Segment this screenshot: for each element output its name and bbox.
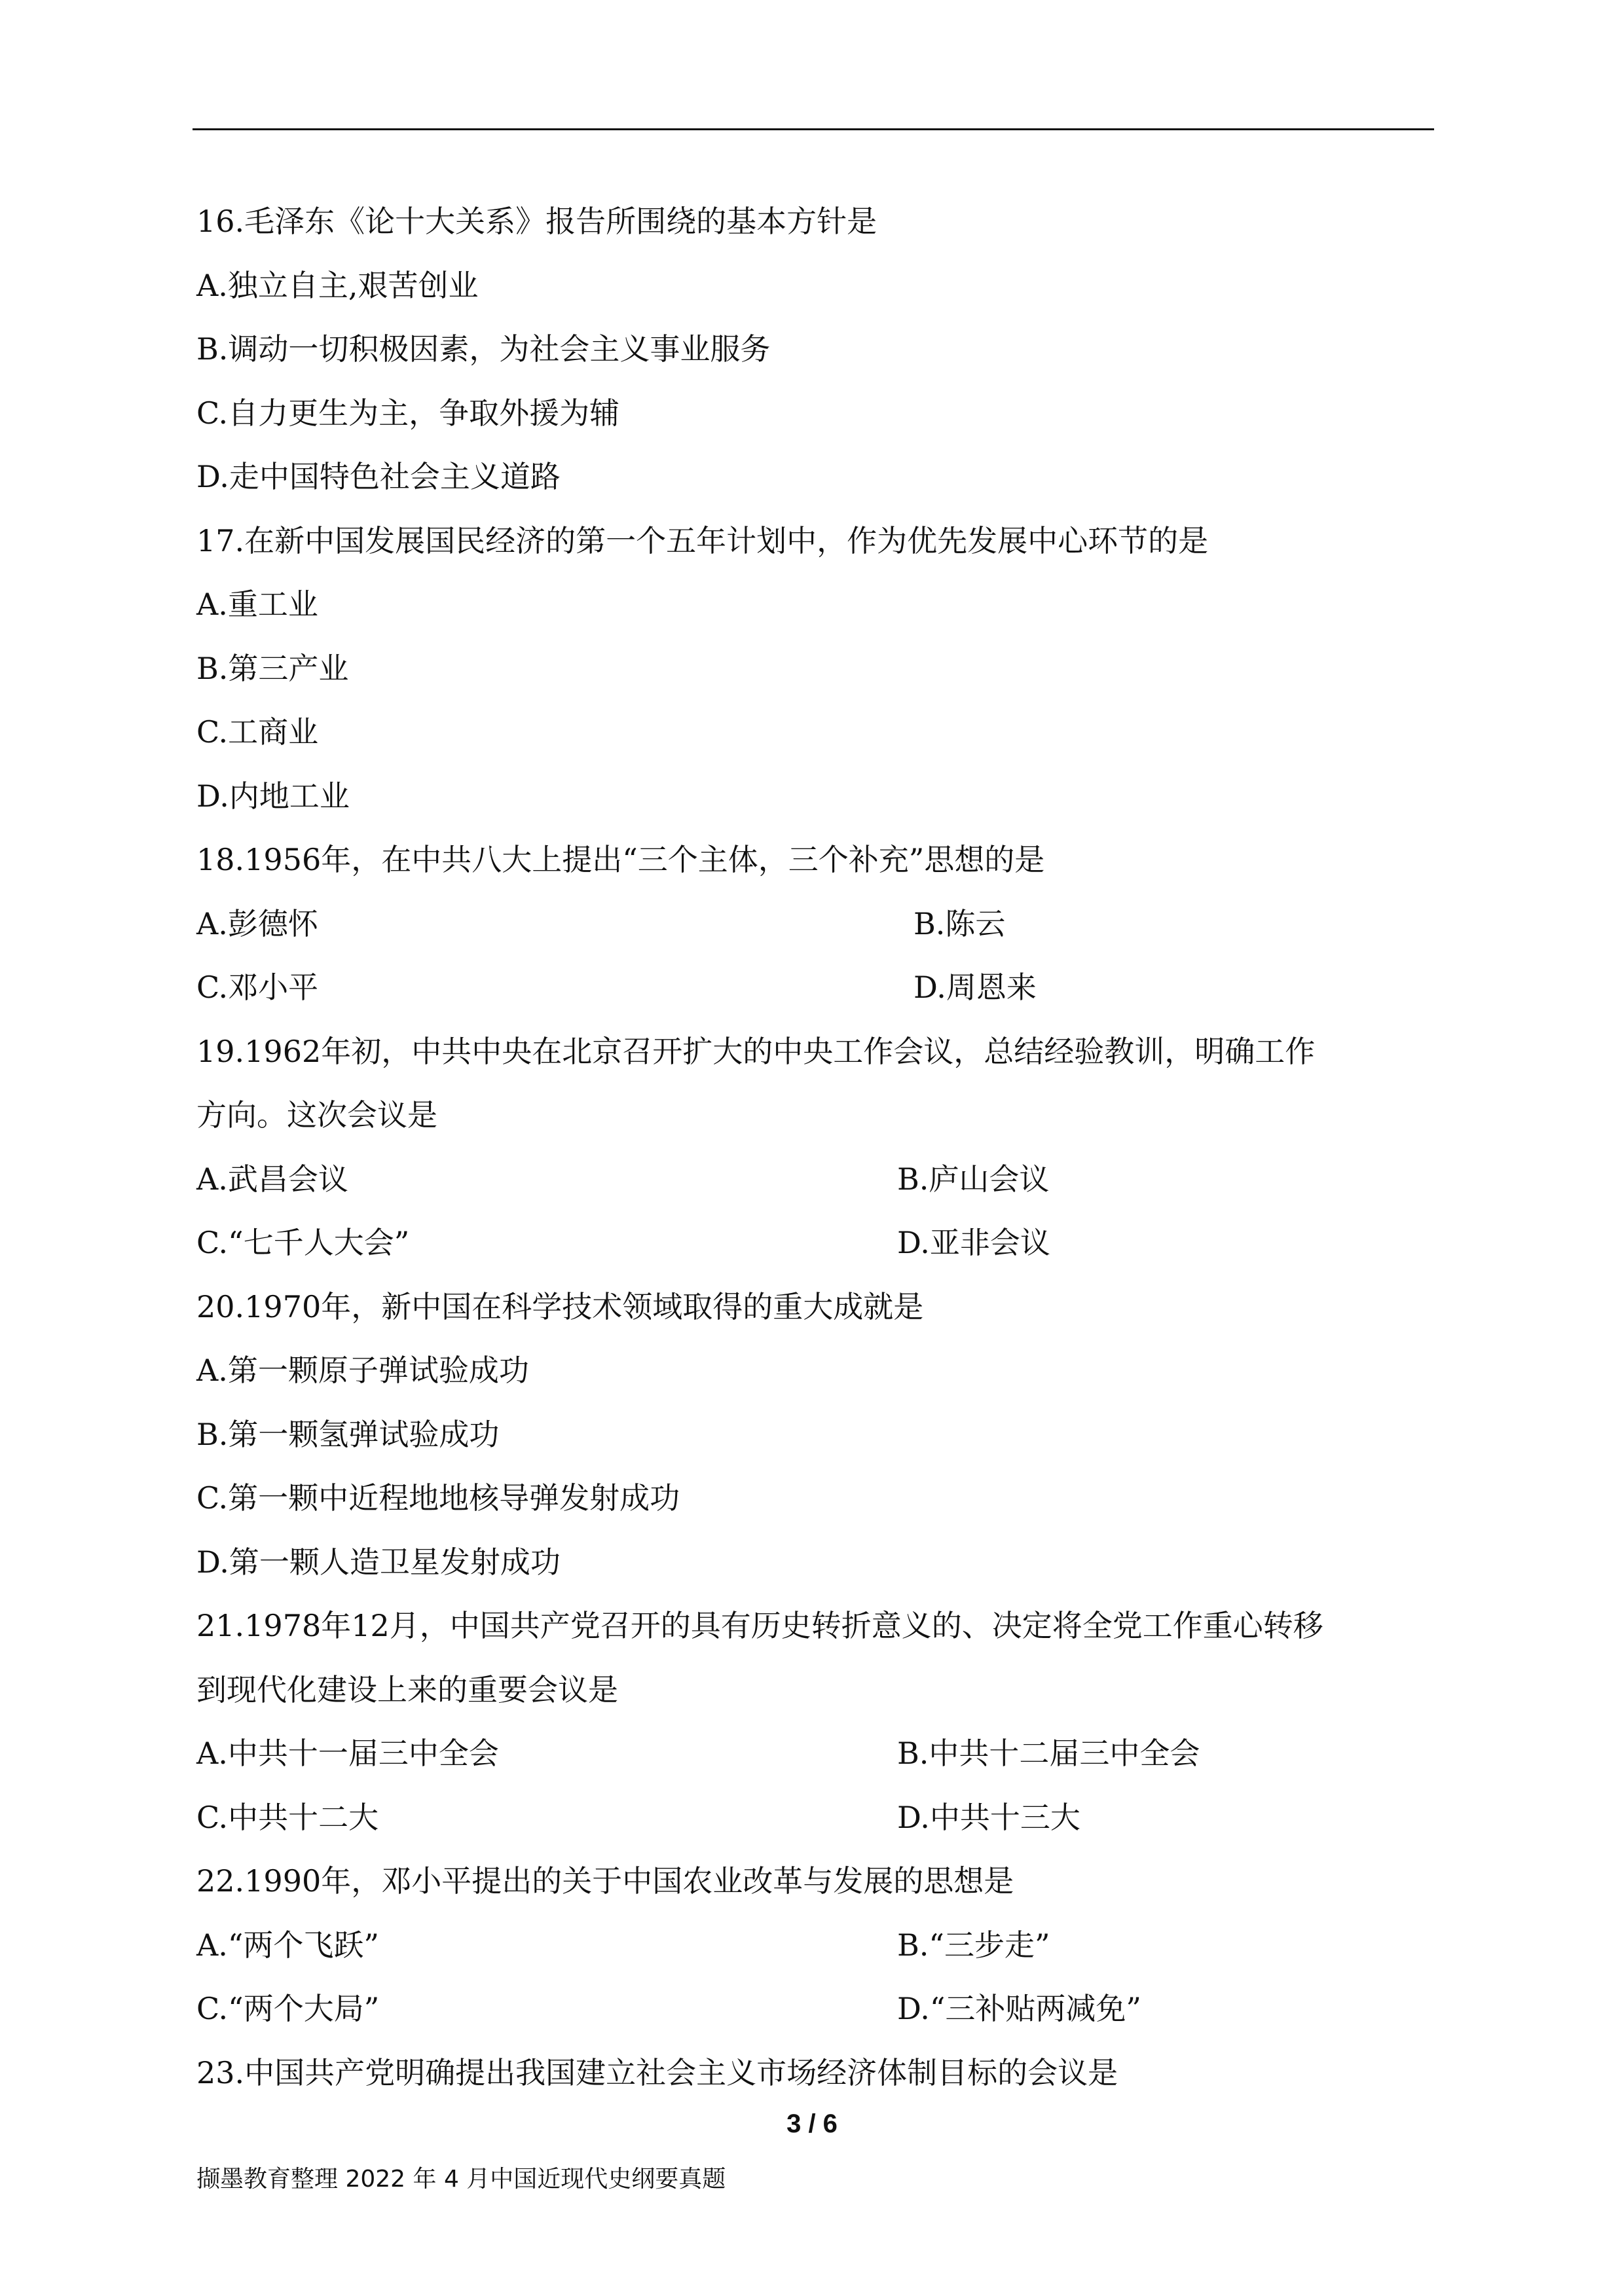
source-note: 撷墨教育整理 2022 年 4 月中国近现代史纲要真题 bbox=[196, 2166, 726, 2193]
answer-option: D.“三补贴两减免” bbox=[897, 1991, 1141, 2026]
answer-option: C.“两个大局” bbox=[196, 1991, 380, 2026]
answer-option: B.“三步走” bbox=[897, 1927, 1050, 1963]
question-stem: 21.1978年12月，中国共产党召开的具有历史转折意义的、决定将全党工作重心转移 bbox=[196, 1608, 1323, 1643]
question-list bbox=[196, 190, 1434, 2105]
answer-option: D.中共十三大 bbox=[897, 1799, 1080, 1835]
answer-option: B.庐山会议 bbox=[897, 1161, 1050, 1197]
question-stem: 17.在新中国发展国民经济的第一个五年计划中，作为优先发展中心环节的是 bbox=[196, 522, 1209, 558]
answer-option: C.第一颗中近程地地核导弹发射成功 bbox=[196, 1480, 680, 1516]
answer-option: B.中共十二届三中全会 bbox=[897, 1736, 1200, 1771]
question-block bbox=[196, 1020, 1434, 1275]
question-block bbox=[196, 1594, 1434, 1850]
question-block bbox=[196, 190, 1434, 509]
answer-option: C.工商业 bbox=[196, 714, 319, 750]
answer-option: D.亚非会议 bbox=[897, 1225, 1050, 1260]
page-number: 3 / 6 bbox=[786, 2109, 838, 2138]
question-stem: 到现代化建设上来的重要会议是 bbox=[196, 1671, 618, 1707]
question-stem: 23.中国共产党明确提出我国建立社会主义市场经济体制目标的会议是 bbox=[196, 2054, 1118, 2090]
answer-option: A.中共十一届三中全会 bbox=[196, 1736, 499, 1771]
answer-option: A.武昌会议 bbox=[196, 1161, 348, 1197]
answer-option: C.自力更生为主，争取外援为辅 bbox=[196, 395, 620, 431]
option-row bbox=[196, 1148, 1434, 1212]
answer-option: B.调动一切积极因素，为社会主义事业服务 bbox=[196, 331, 771, 367]
answer-option: A.重工业 bbox=[196, 587, 318, 622]
answer-option: C.中共十二大 bbox=[196, 1799, 379, 1835]
question-block bbox=[196, 1275, 1434, 1595]
answer-option: D.内地工业 bbox=[196, 778, 350, 814]
question-stem: 方向。这次会议是 bbox=[196, 1097, 437, 1133]
option-row bbox=[196, 1914, 1434, 1978]
answer-option: D.第一颗人造卫星发射成功 bbox=[196, 1544, 561, 1580]
question-block bbox=[196, 828, 1434, 1020]
answer-option: D.走中国特色社会主义道路 bbox=[196, 459, 561, 494]
option-row bbox=[196, 1211, 1434, 1275]
question-stem: 20.1970年，新中国在科学技术领域取得的重大成就是 bbox=[196, 1288, 924, 1324]
answer-option: A.独立自主,艰苦创业 bbox=[196, 267, 479, 303]
answer-option: B.第三产业 bbox=[196, 650, 349, 686]
question-stem: 18.1956年，在中共八大上提出“三个主体，三个补充”思想的是 bbox=[196, 842, 1045, 877]
answer-option: C.“七千人大会” bbox=[196, 1225, 410, 1260]
option-row bbox=[196, 1786, 1434, 1850]
answer-option: C.邓小平 bbox=[196, 970, 319, 1005]
answer-option: D.周恩来 bbox=[913, 970, 1037, 1005]
answer-option: B.陈云 bbox=[913, 905, 1006, 941]
question-block bbox=[196, 509, 1434, 829]
answer-option: A.第一颗原子弹试验成功 bbox=[196, 1353, 529, 1388]
header-rule bbox=[193, 128, 1434, 130]
question-block bbox=[196, 2041, 1434, 2105]
answer-option: B.第一颗氢弹试验成功 bbox=[196, 1416, 500, 1452]
question-stem: 19.1962年初，中共中央在北京召开扩大的中央工作会议，总结经验教训，明确工作 bbox=[196, 1033, 1316, 1069]
answer-option: A.彭德怀 bbox=[196, 905, 318, 941]
answer-option: A.“两个飞跃” bbox=[196, 1927, 379, 1963]
question-stem: 16.毛泽东《论十大关系》报告所围绕的基本方针是 bbox=[196, 204, 877, 239]
option-row bbox=[196, 892, 1434, 957]
question-block bbox=[196, 1850, 1434, 2041]
option-row bbox=[196, 956, 1434, 1020]
option-row bbox=[196, 1722, 1434, 1786]
question-stem: 22.1990年，邓小平提出的关于中国农业改革与发展的思想是 bbox=[196, 1863, 1014, 1899]
option-row bbox=[196, 1977, 1434, 2041]
